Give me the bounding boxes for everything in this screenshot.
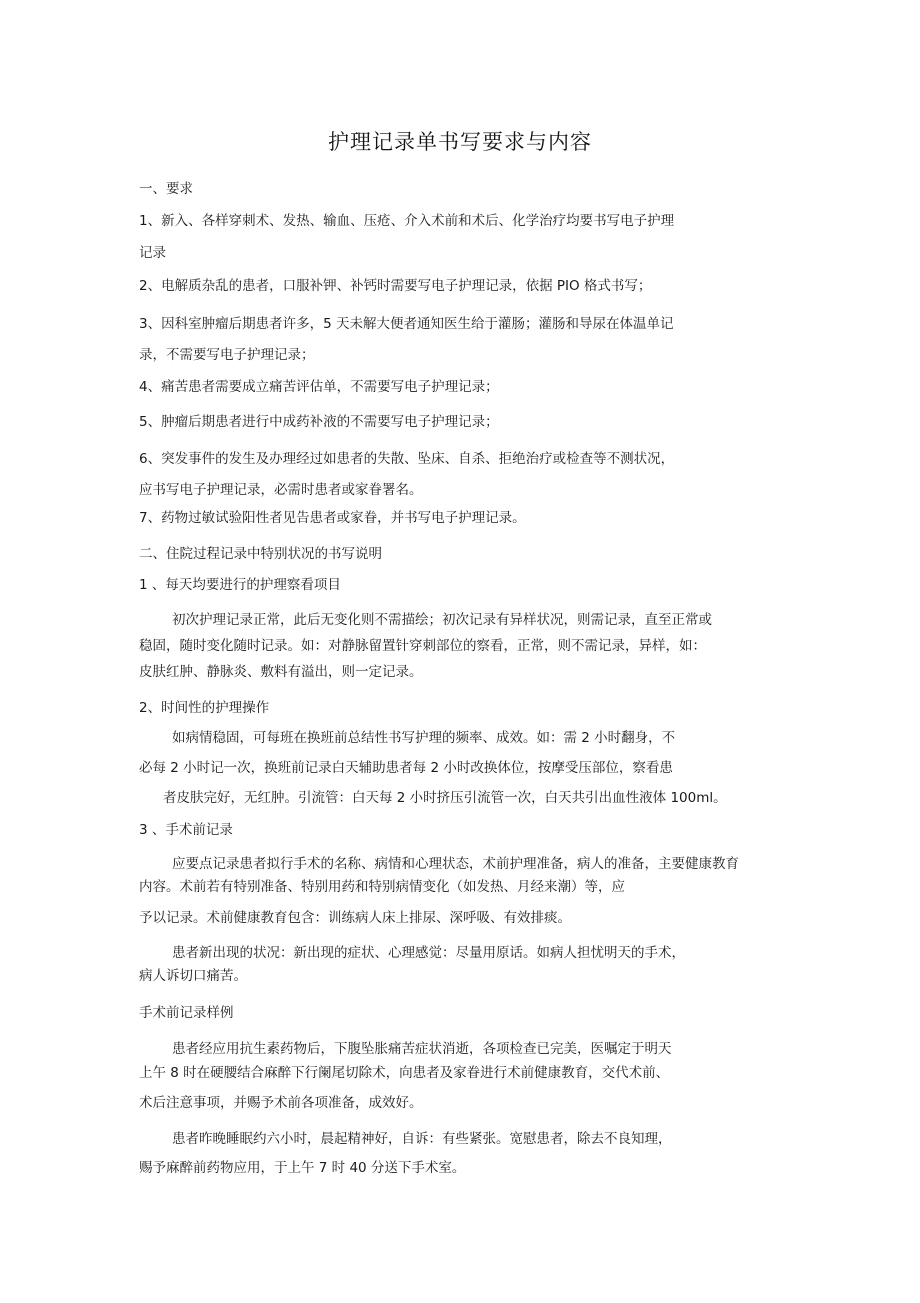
text-line: 患者经应用抗生素药物后，下腹坠胀痛苦症状消逝，各项检查已完美，医嘱定于明天 (172, 1041, 672, 1057)
text-line: 6、突发事件的发生及办理经过如患者的失散、坠床、自杀、拒绝治疗或检查等不测状况， (139, 451, 675, 467)
text-line: 上午 8 时在硬腰结合麻醉下行阑尾切除术，向患者及家眷进行术前健康教育，交代术前、 (139, 1065, 670, 1081)
text-line: 2、电解质杂乱的患者，口服补钾、补钙时需要写电子护理记录，依据 PIO 格式书写； (139, 278, 652, 294)
text-line: 内容。术前若有特别准备、特别用药和特别病情变化（如发热、月经来潮）等，应 (139, 879, 625, 895)
page-title: 护理记录单书写要求与内容 (328, 130, 592, 154)
text-line: 记录 (139, 245, 166, 261)
subsection-heading: 2、时间性的护理操作 (139, 700, 270, 716)
text-line: 病人诉切口痛苦。 (139, 968, 247, 984)
text-line: 4、痛苦患者需要成立痛苦评估单，不需要写电子护理记录； (139, 379, 499, 395)
text-line: 应要点记录患者拟行手术的名称、病情和心理状态，术前护理准备，病人的准备，主要健康教育 (172, 856, 739, 872)
text-line: 术后注意事项，并赐予术前各项准备，成效好。 (139, 1095, 423, 1111)
text-line: 7、药物过敏试验阳性者见告患者或家眷，并书写电子护理记录。 (139, 510, 526, 526)
section-heading: 二、住院过程记录中特别状况的书写说明 (139, 546, 382, 562)
subsection-heading: 3 、手术前记录 (139, 822, 233, 838)
subsection-heading: 1 、每天均要进行的护理察看项目 (139, 577, 341, 593)
text-line: 赐予麻醉前药物应用，于上午 7 时 40 分送下手术室。 (139, 1160, 466, 1176)
text-line: 稳固，随时变化随时记录。如：对静脉留置针穿刺部位的察看，正常，则不需记录，异样，如： (139, 638, 706, 654)
text-line: 初次护理记录正常，此后无变化则不需描绘；初次记录有异样状况，则需记录，直至正常或 (172, 612, 712, 628)
text-line: 者皮肤完好，无红肿。引流管：白天每 2 小时挤压引流管一次，白天共引出血性液体 100ml。 (163, 790, 727, 806)
text-line: 录，不需要写电子护理记录； (139, 347, 315, 363)
text-line: 皮肤红肿、静脉炎、敷料有溢出，则一定记录。 (139, 664, 423, 680)
text-line: 1、新入、各样穿刺术、发热、输血、压疮、介入术前和术后、化学治疗均要书写电子护理 (139, 213, 675, 229)
text-line: 5、肿瘤后期患者进行中成药补液的不需要写电子护理记录； (139, 414, 499, 430)
text-line: 如病情稳固，可每班在换班前总结性书写护理的频率、成效。如：需 2 小时翻身，不 (172, 730, 676, 746)
text-line: 予以记录。术前健康教育包含：训练病人床上排尿、深呼吸、有效排痰。 (139, 910, 571, 926)
text-line: 患者新出现的状况：新出现的症状、心理感觉：尽量用原话。如病人担忧明天的手术， (172, 945, 685, 961)
text-line: 3、因科室肿瘤后期患者许多，5 天未解大便者通知医生给于灌肠；灌肠和导尿在体温单记 (139, 316, 674, 332)
section-heading: 一、要求 (139, 181, 193, 197)
text-line: 应书写电子护理记录，必需时患者或家眷署名。 (139, 482, 423, 498)
subsection-heading: 手术前记录样例 (139, 1005, 234, 1021)
text-line: 患者昨晚睡眠约六小时，晨起精神好，自诉：有些紧张。宽慰患者，除去不良知理， (172, 1131, 672, 1147)
text-line: 必每 2 小时记一次，换班前记录白天辅助患者每 2 小时改换体位，按摩受压部位，察看患 (139, 760, 673, 776)
